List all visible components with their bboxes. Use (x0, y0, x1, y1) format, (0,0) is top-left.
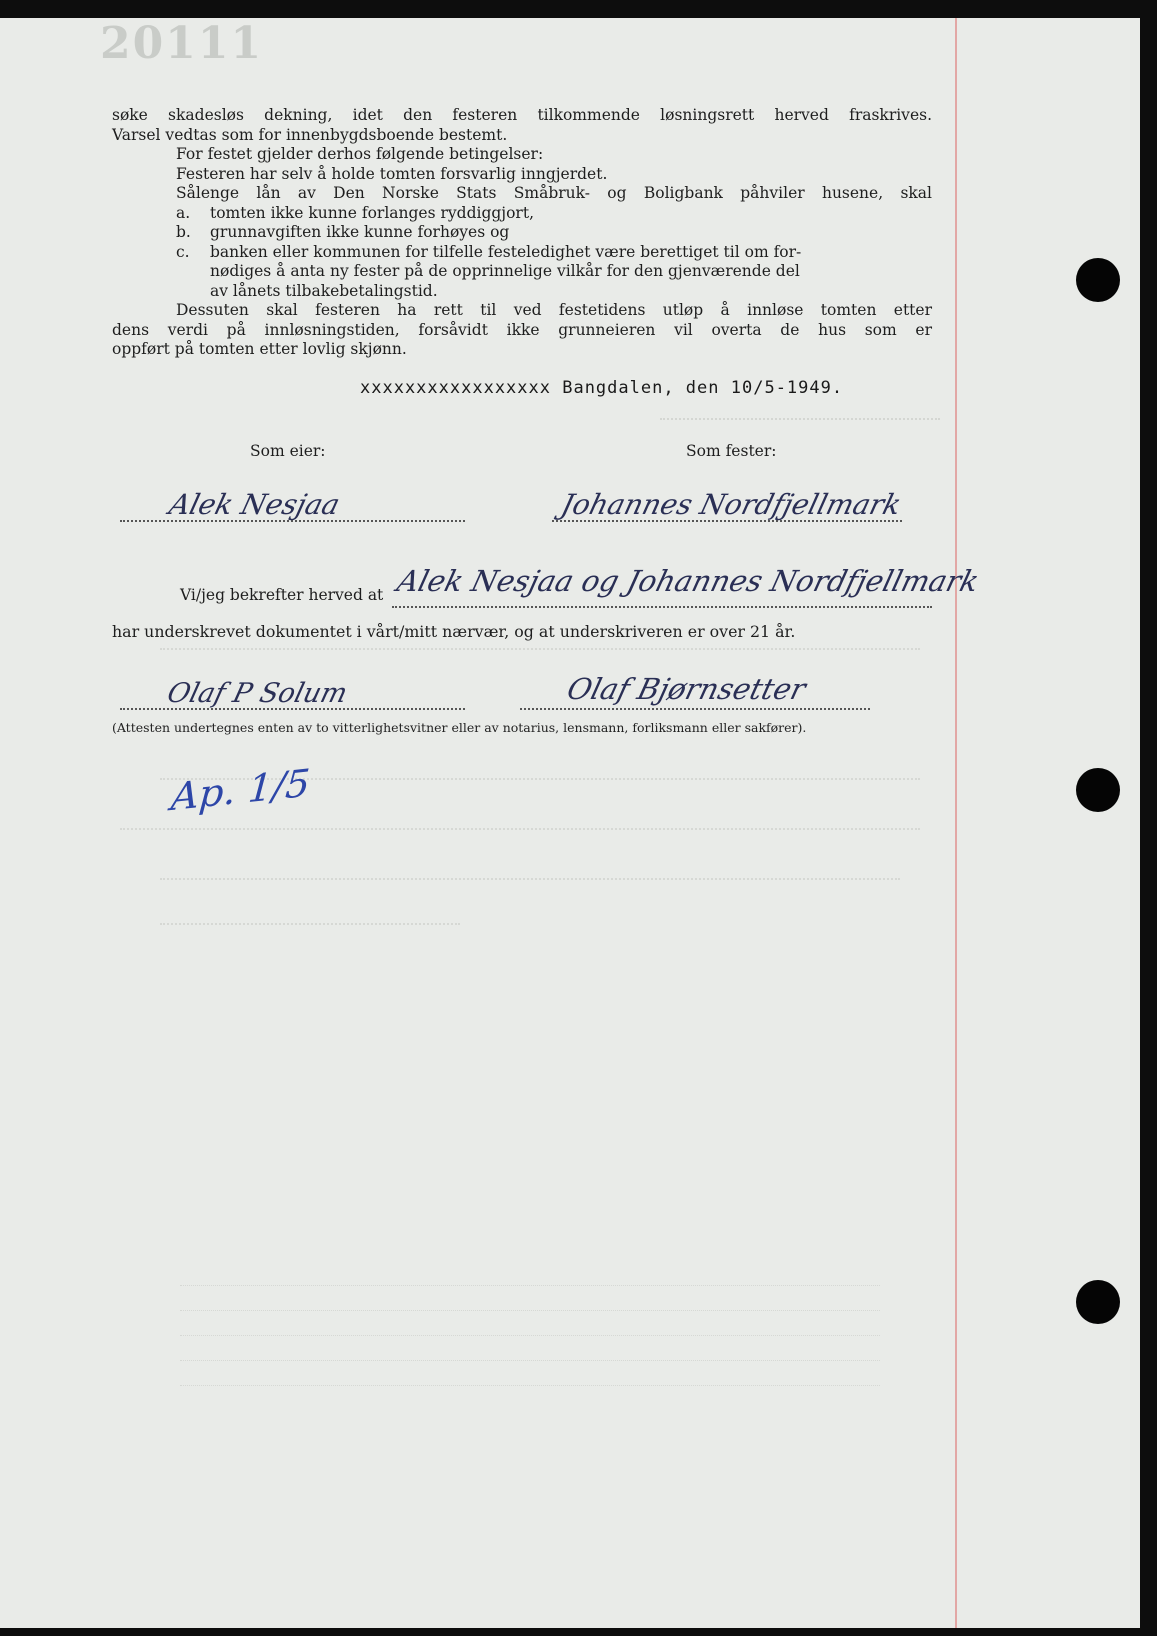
owner-label: Som eier: (250, 442, 326, 460)
contract-body (112, 106, 932, 360)
bleed-through-typewriting (160, 648, 920, 662)
list-item-label: a. (176, 203, 191, 222)
body-line: Varsel vedtas som for innenbygdsboende bestemt. (112, 125, 508, 144)
fester-label: Som fester: (686, 442, 777, 460)
body-line: oppført på tomten etter lovlig skjønn. (112, 340, 407, 358)
body-line: For festet gjelder derhos følgende betingelser: (176, 145, 544, 163)
list-item-label: c. (176, 242, 190, 261)
punch-hole (1076, 768, 1120, 812)
witness2-signature-line (520, 708, 870, 710)
body-line: søke skadesløs dekning, idet den festeren tilkommende løsningsrett herved fraskrives. (112, 106, 932, 124)
list-item-continuation: nødiges å anta ny fester på de opprinnelige vilkår for den gjenværende del (210, 262, 800, 280)
bleed-through-typewriting (660, 418, 940, 432)
place-date: xxxxxxxxxxxxxxxxx Bangdalen, den 10/5-1949. (360, 378, 844, 398)
witness-names-line (392, 606, 932, 608)
witness1-signature: Olaf P Solum (164, 678, 351, 709)
fester-signature: Johannes Nordfjellmark (557, 488, 905, 521)
punch-hole (1076, 1280, 1120, 1324)
attest-note: (Attesten undertegnes enten av to vitterlighetsvitner eller av notarius, lensmann, forliksmann eller sakfører). (112, 720, 807, 735)
page-number-stamp: 20111 (100, 18, 264, 69)
list-item (112, 243, 932, 263)
list-item-label: b. (176, 223, 191, 241)
punch-hole (1076, 258, 1120, 302)
bleed-through-typewriting (120, 828, 920, 842)
margin-rule (955, 18, 957, 1628)
list-item-text: tomten ikke kunne forlanges ryddiggjort, (210, 203, 535, 222)
bleed-through-typewriting (160, 878, 900, 892)
body-line: Dessuten skal festeren ha rett til ved festetidens utløp å innløse tomten etter (176, 301, 932, 319)
witness-handwritten-names: Alek Nesjaa og Johannes Nordfjellmark (393, 564, 983, 598)
body-line: Sålenge lån av Den Norske Stats Småbruk- og Boligbank påhviler husene, skal (176, 184, 932, 202)
list-item-text: grunnavgiften ikke kunne forhøyes og (210, 223, 510, 241)
margin-annotation: Ap. 1/5 (169, 760, 312, 820)
bleed-through-typewriting (160, 923, 460, 937)
document-page (0, 18, 1140, 1628)
bleed-through-print (180, 1268, 880, 1399)
owner-signature: Alek Nesjaa (165, 488, 344, 521)
body-line: dens verdi på innløsningstiden, forsåvidt ikke grunneieren vil overta de hus som er (112, 320, 932, 339)
list-item (112, 204, 932, 224)
list-item-text: banken eller kommunen for tilfelle festeledighet være berettiget til om for- (210, 242, 802, 261)
witness-statement-line2: har underskrevet dokumentet i vårt/mitt nærvær, og at underskriveren er over 21 år. (112, 622, 796, 641)
body-line: Festeren har selv å holde tomten forsvarlig inngjerdet. (176, 164, 608, 183)
list-item (112, 223, 932, 243)
witness-statement-prefix: Vi/jeg bekrefter herved at (180, 586, 384, 604)
witness2-signature: Olaf Bjørnsetter (563, 672, 810, 706)
list-item-continuation: av lånets tilbakebetalingstid. (210, 281, 438, 300)
